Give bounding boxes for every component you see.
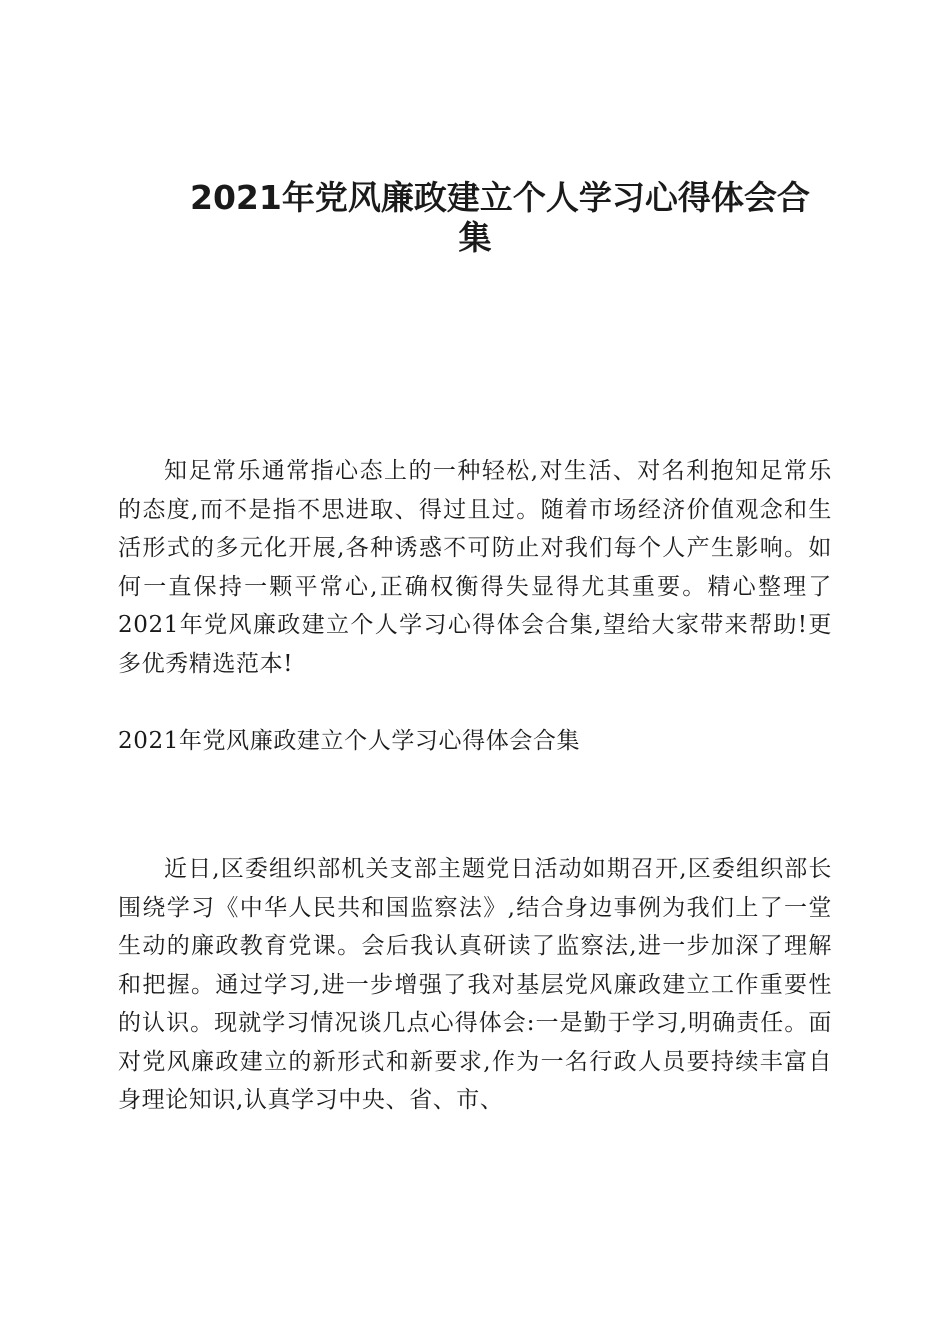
section-subheading: 2021年党风廉政建立个人学习心得体会合集 xyxy=(118,728,581,754)
body-paragraph: 近日,区委组织部机关支部主题党日活动如期召开,区委组织部长围绕学习《中华人民共和国监察法》,结合身边事例为我们上了一堂生动的廉政教育党课。会后我认真研读了监察法,进一步加深了理解和把握。通过学习,进一步增强了我对基层党风廉政建立工作重要性的认识。现就学习情况谈几点心得体会:一是勤于学习,明确责任。面对党风廉政建立的新形式和新要求,作为一名行政人员要持续丰富自身理论知识,认真学习中央、省、市、 xyxy=(118,856,832,1113)
title-line-2: 集 xyxy=(458,218,492,257)
intro-paragraph: 知足常乐通常指心态上的一种轻松,对生活、对名利抱知足常乐的态度,而不是指不思进取、得过且过。随着市场经济价值观念和生活形式的多元化开展,各种诱惑不可防止对我们每个人产生影响。如何一直保持一颗平常心,正确权衡得失显得尤其重要。精心整理了2021年党风廉政建立个人学习心得体会合集,望给大家带来帮助!更多优秀精选范本! xyxy=(118,458,832,677)
title-line-1: 2021年党风廉政建立个人学习心得体会合 xyxy=(190,178,810,217)
document-title xyxy=(118,178,832,258)
